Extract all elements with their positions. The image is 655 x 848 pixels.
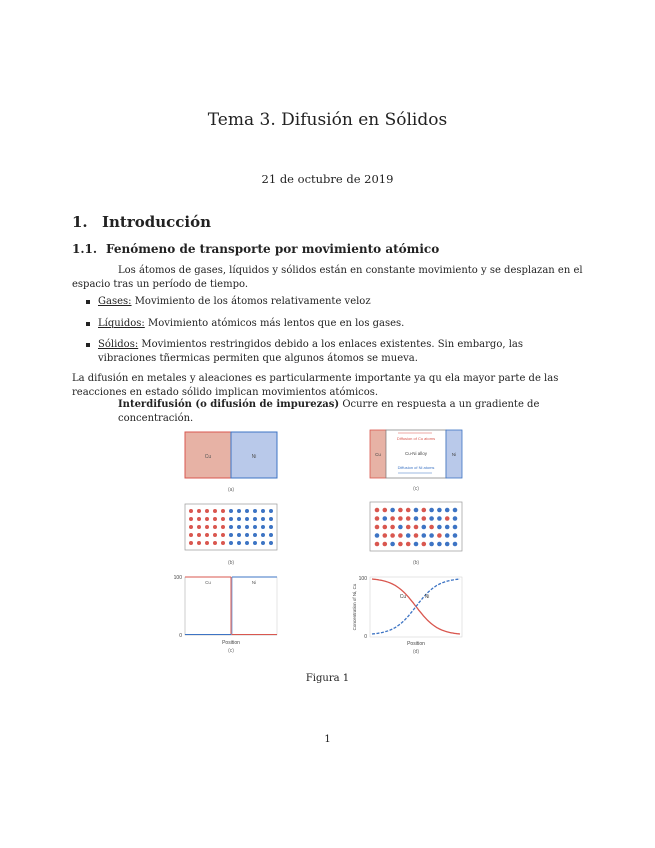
cu-atom	[221, 541, 225, 545]
bullet-icon	[86, 343, 90, 347]
ni-atom	[445, 525, 450, 530]
ni-atom	[429, 508, 434, 513]
cu-atom	[437, 533, 442, 538]
cu-atom	[213, 509, 217, 513]
cu-atom	[390, 533, 395, 538]
cu-atom	[197, 517, 201, 521]
ni-atom	[253, 509, 257, 513]
cu-atom	[189, 525, 193, 529]
y-tick-min: 0	[179, 633, 182, 639]
cu-atom	[197, 541, 201, 545]
cu-atom	[213, 541, 217, 545]
paragraph-diffusion: La difusión en metales y aleaciones es particularmente importante ya qu ela mayor parte de las reacciones en estado sólido implican movimientos atómicos.	[72, 373, 559, 398]
bullet-term: Líquidos:	[98, 318, 145, 329]
ni-atom	[261, 509, 265, 513]
section-title: Introducción	[102, 213, 212, 231]
cu-atom	[221, 509, 225, 513]
cu-atom	[213, 517, 217, 521]
cu-atom	[398, 542, 403, 547]
x-axis-label: Position	[222, 640, 240, 646]
ni-atom	[269, 533, 273, 537]
panel-label: (b)	[412, 560, 420, 566]
ni-atom	[245, 541, 249, 545]
ni-atom	[253, 533, 257, 537]
ni-atom	[269, 541, 273, 545]
ni-atom	[261, 517, 265, 521]
ni-atom	[398, 525, 403, 530]
ni-atom	[414, 542, 419, 547]
bullet-term: Sólidos:	[98, 339, 139, 350]
ni-atom	[453, 525, 458, 530]
panel-lattice-left	[185, 504, 277, 566]
subsection-heading	[72, 242, 439, 256]
ni-atom	[245, 525, 249, 529]
ni-atom	[437, 542, 442, 547]
bullet-text: Movimiento atómicos más lentos que en los gases.	[144, 318, 405, 329]
cu-atom	[390, 525, 395, 530]
ni-atom	[253, 525, 257, 529]
cu-atom	[383, 542, 388, 547]
ni-atom	[245, 533, 249, 537]
ni-atom	[261, 533, 265, 537]
ni-atom	[437, 516, 442, 521]
cu-atom	[205, 533, 209, 537]
bullet-text: Movimiento de los átomos relativamente veloz	[131, 296, 371, 307]
y-axis-label: Concentration of Ni, Cu	[352, 583, 357, 631]
panel-label: (a)	[227, 487, 235, 493]
ni-atom	[269, 509, 273, 513]
cu-atom	[375, 516, 380, 521]
paragraph-intro: Los átomos de gases, líquidos y sólidos están en constante movimiento y se desplazan en el espacio tras un período de tiempo.	[72, 265, 583, 290]
y-tick-max: 100	[358, 576, 367, 582]
cu-atom	[390, 516, 395, 521]
ni-atom	[237, 509, 241, 513]
page-title: Tema 3. Difusión en Sólidos	[207, 110, 448, 130]
ni-atom	[437, 525, 442, 530]
ni-atom	[453, 516, 458, 521]
cu-atom	[197, 525, 201, 529]
cu-atom	[205, 509, 209, 513]
panel-label: (b)	[227, 560, 235, 566]
panel-label: (d)	[412, 649, 420, 655]
alloy-diffusion-cu: Diffusion of Cu atoms	[396, 436, 436, 441]
ni-atom	[245, 517, 249, 521]
interdifusion-text: Ocurre en respuesta a un gradiente de concentración.	[118, 399, 540, 424]
cu-atom	[406, 525, 411, 530]
list-item	[86, 295, 584, 309]
plot-ni-label: Ni	[251, 580, 257, 585]
section-number: 1.	[72, 213, 88, 231]
ni-atom	[429, 533, 434, 538]
ni-atom	[422, 533, 427, 538]
cu-atom	[375, 525, 380, 530]
y-tick-max: 100	[173, 575, 182, 581]
ni-atom	[445, 508, 450, 513]
cu-atom	[221, 517, 225, 521]
ni-atom	[437, 508, 442, 513]
cu-atom	[197, 533, 201, 537]
ni-atom	[406, 533, 411, 538]
ni-atom	[261, 541, 265, 545]
cu-atom	[422, 542, 427, 547]
cu-atom	[383, 508, 388, 513]
cu-atom	[422, 508, 427, 513]
x-axis-label: Position	[407, 641, 425, 647]
ni-atom	[237, 525, 241, 529]
cu-atom	[197, 509, 201, 513]
cu-atom	[213, 525, 217, 529]
ni-atom	[229, 509, 233, 513]
ni-atom	[453, 508, 458, 513]
subsection-number: 1.1.	[72, 242, 98, 256]
list-item	[86, 317, 584, 331]
alloy-cu-label: Cu	[375, 452, 381, 457]
alloy-diffusion-ni: Diffusion of Ni atoms	[397, 465, 435, 470]
cu-atom	[383, 533, 388, 538]
cu-atom	[221, 533, 225, 537]
bullet-icon	[86, 322, 90, 326]
list-item	[86, 338, 584, 365]
panel-couple	[185, 432, 277, 493]
ni-atom	[445, 542, 450, 547]
ni-atom	[414, 516, 419, 521]
ni-atom	[429, 516, 434, 521]
cu-atom	[398, 508, 403, 513]
ni-atom	[229, 525, 233, 529]
cu-atom	[205, 525, 209, 529]
ni-atom	[237, 541, 241, 545]
cu-atom	[205, 517, 209, 521]
cu-atom	[189, 533, 193, 537]
cu-atom	[414, 525, 419, 530]
cu-atom	[383, 525, 388, 530]
panel-lattice-right	[370, 502, 462, 566]
cu-atom	[189, 541, 193, 545]
ni-atom	[390, 542, 395, 547]
ni-atom	[253, 541, 257, 545]
plot-diffused-concentration	[352, 576, 462, 655]
bullet-term: Gases:	[98, 296, 132, 307]
ni-atom	[237, 533, 241, 537]
alloy-middle-label: Cu-Ni alloy	[404, 451, 428, 456]
date: 21 de octubre de 2019	[261, 172, 394, 186]
plot-initial-concentration	[174, 575, 277, 654]
cu-atom	[189, 517, 193, 521]
figure-caption: Figura 1	[305, 673, 350, 684]
curve-ni-label: Ni	[424, 594, 430, 600]
couple-cu-label: Cu	[204, 454, 212, 460]
cu-atom	[406, 542, 411, 547]
cu-atom	[406, 516, 411, 521]
cu-atom	[406, 508, 411, 513]
alloy-ni-label: Ni	[451, 452, 457, 457]
cu-atom	[375, 542, 380, 547]
ni-atom	[245, 509, 249, 513]
bullet-icon	[86, 300, 90, 304]
term-interdifusion: Interdifusión (o difusión de impurezas)	[118, 399, 340, 410]
ni-atom	[453, 542, 458, 547]
cu-atom	[414, 533, 419, 538]
cu-atom	[189, 509, 193, 513]
panel-alloy	[370, 430, 462, 492]
ni-atom	[237, 517, 241, 521]
cu-atom	[398, 516, 403, 521]
ni-atom	[229, 517, 233, 521]
panel-label: (c)	[228, 648, 234, 654]
bullet-text: Movimientos restringidos debido a los enlaces existentes. Sin embargo, las vibraciones tñermicas permiten que algunos átomos se mueva.	[98, 339, 523, 364]
ni-atom	[269, 517, 273, 521]
cu-atom	[221, 525, 225, 529]
ni-atom	[414, 508, 419, 513]
ni-atom	[261, 525, 265, 529]
ni-atom	[453, 533, 458, 538]
page-number: 1	[324, 734, 331, 745]
ni-atom	[429, 542, 434, 547]
ni-atom	[383, 516, 388, 521]
panel-label: (c)	[413, 486, 419, 492]
ni-atom	[229, 541, 233, 545]
ni-atom	[269, 525, 273, 529]
ni-concentration-curve	[372, 579, 460, 634]
ni-atom	[422, 525, 427, 530]
figure-1	[170, 420, 490, 665]
cu-atom	[422, 516, 427, 521]
y-tick-min: 0	[364, 634, 367, 640]
subsection-title: Fenómeno de transporte por movimiento atómico	[106, 242, 440, 256]
ni-atom	[375, 533, 380, 538]
couple-ni-label: Ni	[251, 454, 257, 460]
ni-atom	[445, 533, 450, 538]
ni-atom	[253, 517, 257, 521]
cu-atom	[445, 516, 450, 521]
cu-atom	[375, 508, 380, 513]
cu-atom	[205, 541, 209, 545]
cu-atom	[429, 525, 434, 530]
cu-atom	[213, 533, 217, 537]
ni-atom	[390, 508, 395, 513]
curve-cu-label: Cu	[399, 594, 407, 600]
plot-cu-label: Cu	[205, 580, 211, 585]
section-heading	[72, 213, 211, 231]
cu-atom	[398, 533, 403, 538]
ni-atom	[229, 533, 233, 537]
